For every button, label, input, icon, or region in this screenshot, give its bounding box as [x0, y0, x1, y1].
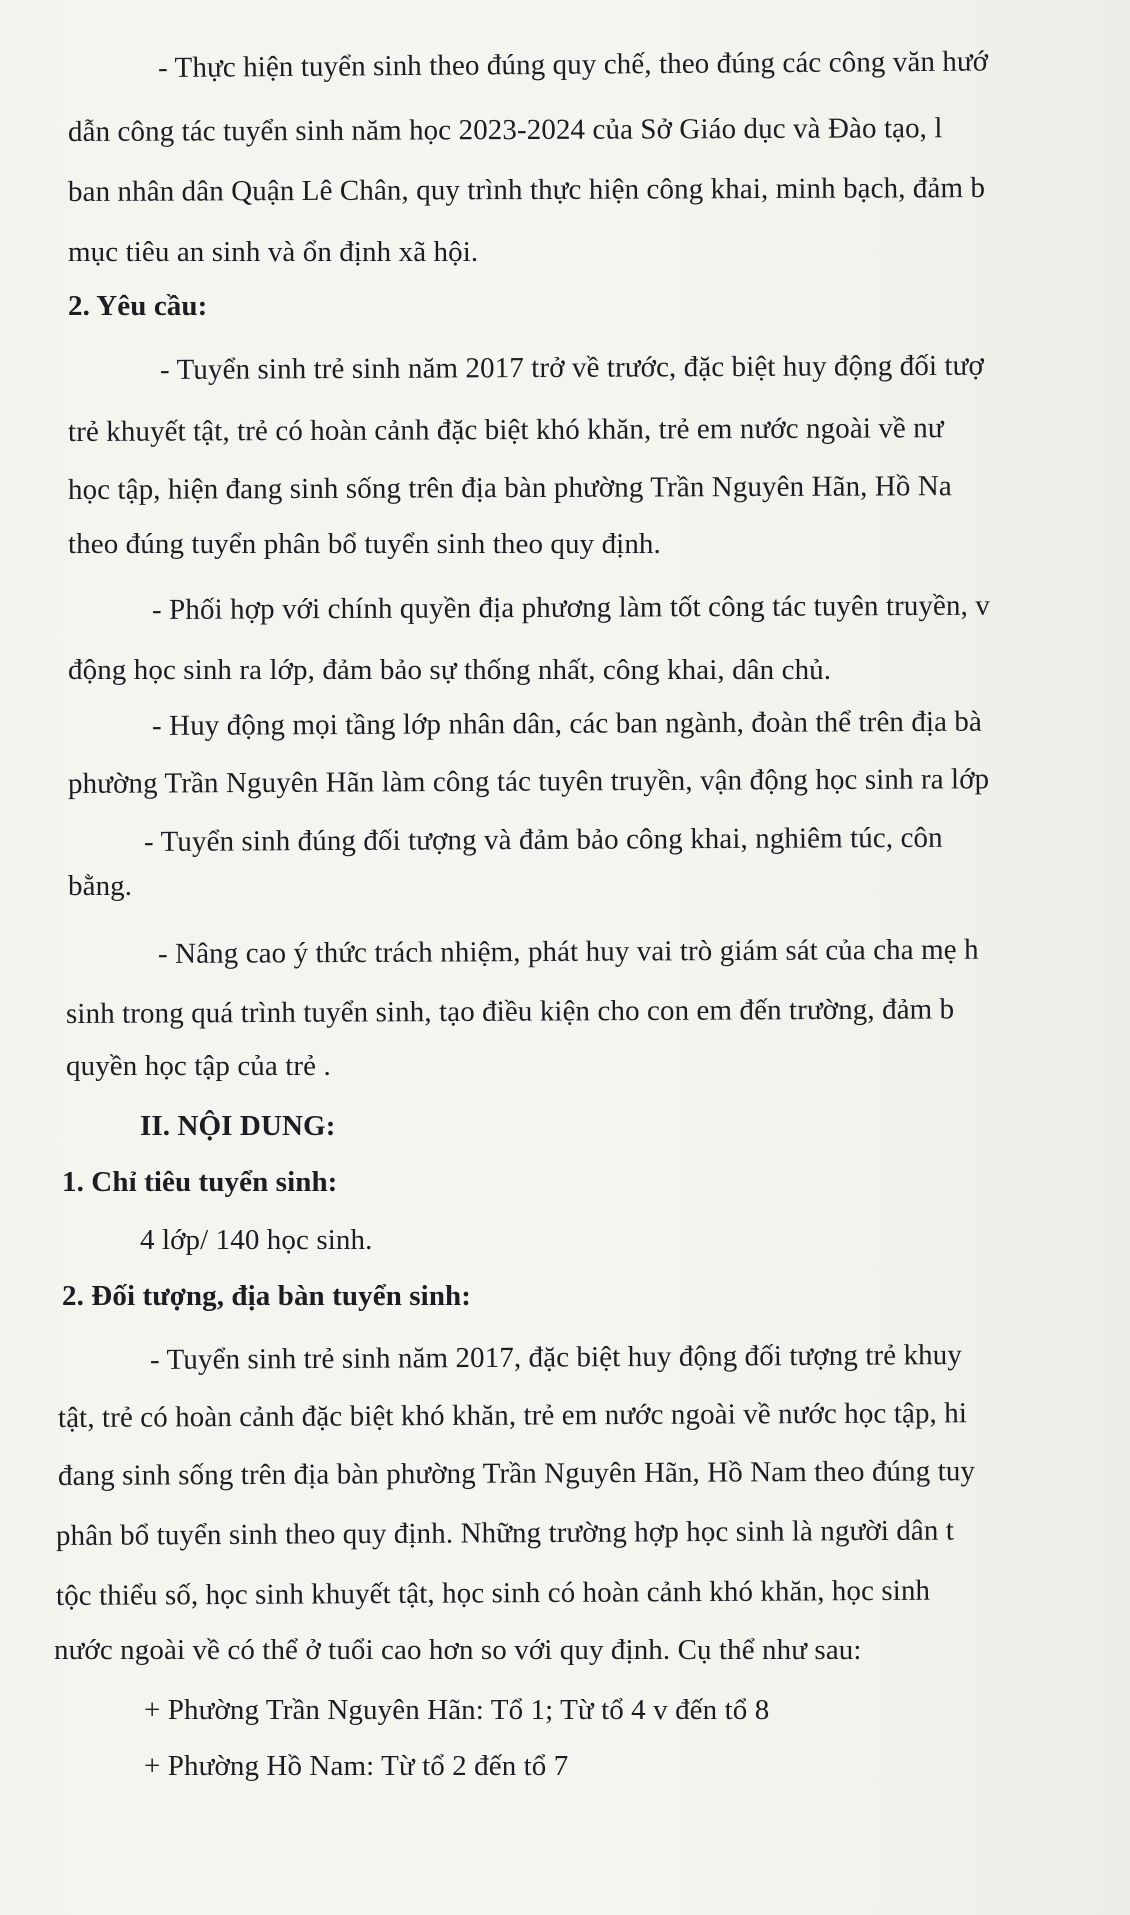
text-line: dẫn công tác tuyển sinh năm học 2023-2024 của Sở Giáo dục và Đào tạo, l	[67, 112, 943, 148]
text-line: mục tiêu an sinh và ổn định xã hội.	[68, 236, 479, 268]
text-line: quyền học tập của trẻ .	[66, 1050, 331, 1082]
text-line: - Nâng cao ý thức trách nhiệm, phát huy vai trò giám sát của cha mẹ h	[157, 933, 979, 970]
section-heading: II. NỘI DUNG:	[140, 1110, 336, 1142]
text-line: 4 lớp/ 140 học sinh.	[140, 1224, 373, 1256]
text-line: đang sinh sống trên địa bàn phường Trần Nguyên Hãn, Hồ Nam theo đúng tuy	[57, 1455, 976, 1492]
text-line: sinh trong quá trình tuyển sinh, tạo điều kiện cho con em đến trường, đảm b	[65, 993, 955, 1030]
text-line: phường Trần Nguyên Hãn làm công tác tuyên truyền, vận động học sinh ra lớp	[67, 763, 990, 800]
text-line: học tập, hiện đang sinh sống trên địa bàn phường Trần Nguyên Hãn, Hồ Na	[67, 470, 952, 506]
text-line: - Tuyển sinh trẻ sinh năm 2017 trở về trước, đặc biệt huy động đối tượ	[159, 349, 984, 386]
text-line: - Tuyển sinh trẻ sinh năm 2017, đặc biệt huy động đối tượng trẻ khuy	[149, 1339, 963, 1376]
text-line: - Thực hiện tuyển sinh theo đúng quy chế, theo đúng các công văn hướ	[157, 45, 989, 84]
text-line: + Phường Trần Nguyên Hãn: Tổ 1; Từ tổ 4 v đến tổ 8	[144, 1694, 770, 1726]
section-heading: 2. Yêu cầu:	[68, 290, 208, 322]
section-heading: 1. Chỉ tiêu tuyển sinh:	[62, 1166, 338, 1198]
text-line: phân bổ tuyển sinh theo quy định. Những trường hợp học sinh là người dân t	[55, 1514, 955, 1552]
text-line: bằng.	[68, 870, 133, 902]
text-line: trẻ khuyết tật, trẻ có hoàn cảnh đặc biệt khó khăn, trẻ em nước ngoài về nư	[67, 412, 944, 448]
text-line: tộc thiểu số, học sinh khuyết tật, học sinh có hoàn cảnh khó khăn, học sinh	[55, 1574, 931, 1612]
text-line: ban nhân dân Quận Lê Chân, quy trình thực hiện công khai, minh bạch, đảm b	[67, 171, 986, 208]
text-line: - Huy động mọi tầng lớp nhân dân, các ban ngành, đoàn thể trên địa bà	[151, 705, 983, 742]
text-line: động học sinh ra lớp, đảm bảo sự thống nhất, công khai, dân chủ.	[68, 654, 832, 686]
text-line: theo đúng tuyển phân bổ tuyển sinh theo quy định.	[68, 528, 661, 560]
text-line: tật, trẻ có hoàn cảnh đặc biệt khó khăn, trẻ em nước ngoài về nước học tập, hi	[57, 1397, 968, 1434]
text-line: nước ngoài về có thể ở tuổi cao hơn so với quy định. Cụ thể như sau:	[54, 1634, 862, 1666]
text-line: - Phối hợp với chính quyền địa phương làm tốt công tác tuyên truyền, v	[151, 589, 990, 626]
text-line: - Tuyển sinh đúng đối tượng và đảm bảo công khai, nghiêm túc, côn	[143, 821, 943, 858]
section-heading: 2. Đối tượng, địa bàn tuyển sinh:	[62, 1280, 472, 1312]
text-line: + Phường Hồ Nam: Từ tổ 2 đến tổ 7	[144, 1750, 569, 1782]
